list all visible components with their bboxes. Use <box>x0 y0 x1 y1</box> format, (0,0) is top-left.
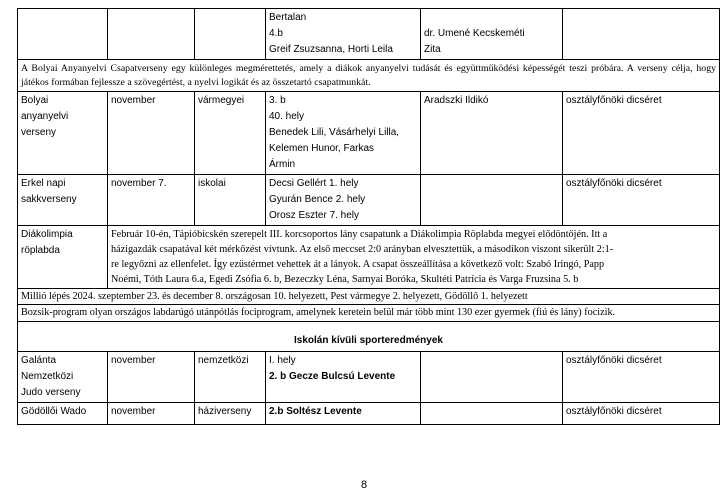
table-row <box>18 289 720 305</box>
competition-name: Bolyai <box>21 95 49 106</box>
result-cell: 2.b Soltész Levente <box>266 403 421 425</box>
competition-cell <box>18 175 108 226</box>
results-table <box>17 8 720 425</box>
table-row <box>18 9 720 60</box>
section-title: Iskolán kívüli sporteredmények <box>18 322 720 352</box>
competition-name: anyanyelvi <box>21 111 69 122</box>
competition-cell: Gödöllői Wado <box>18 403 108 425</box>
table-row <box>18 92 720 175</box>
level-cell: iskolai <box>195 175 266 226</box>
result-line: I. hely <box>269 355 296 366</box>
competition-name: Judo verseny <box>21 387 81 398</box>
page-number: 8 <box>360 479 368 491</box>
competition-cell <box>18 92 108 175</box>
millio-lepes-text: Millió lépés 2024. szeptember 23. és december 8. országosan 10. helyezett, Pest vármegye 2. helyezett, Gödöllő 1. helyezett <box>18 289 720 305</box>
result-line: 3. b <box>269 95 286 106</box>
competition-name: röplabda <box>21 245 60 256</box>
table-row <box>18 226 720 289</box>
table-row <box>18 60 720 92</box>
table-row <box>18 305 720 322</box>
table-row <box>18 403 720 425</box>
teacher-cell <box>421 175 563 226</box>
result-cell <box>266 175 421 226</box>
date-cell: november 7. <box>108 175 195 226</box>
cell-empty <box>18 9 108 60</box>
result-line: 2. b Gecze Bulcsú Levente <box>269 371 396 382</box>
result-line: Bertalan <box>269 12 307 23</box>
date-cell: november <box>108 92 195 175</box>
award-cell: osztályfőnöki dicséret <box>563 175 720 226</box>
cell-empty <box>563 9 720 60</box>
competition-name: Galánta <box>21 355 57 366</box>
competition-name: Nemzetközi <box>21 371 74 382</box>
result-line: 4.b <box>269 28 283 39</box>
bozsik-text: Bozsik-program olyan országos labdarúgó utánpótlás fociprogram, amelynek keretein belül már több mint 130 ezer gyermek (fiú és lány) focizik. <box>18 305 720 322</box>
result-cell <box>266 9 421 60</box>
teacher-cell <box>421 403 563 425</box>
teacher-line: dr. Umené Kecskeméti <box>424 28 525 39</box>
result-line: Benedek Lili, Vásárhelyi Lilla, <box>269 127 400 138</box>
text-line: házigazdák csapatával két mérkőzést vívtunk. Az első meccset 2:0 arányban elvesztettük, a másodikon viszont sikerült 2:1- <box>111 244 614 255</box>
result-line: Kelemen Hunor, Farkas <box>269 143 375 154</box>
result-line: 40. hely <box>269 111 305 122</box>
competition-name: sakkverseny <box>21 194 77 205</box>
date-cell: november <box>108 403 195 425</box>
result-line: Orosz Eszter 7. hely <box>269 210 360 221</box>
result-line: Decsi Gellért 1. hely <box>269 178 359 189</box>
competition-cell <box>18 226 108 289</box>
result-cell <box>266 92 421 175</box>
teacher-line: Zita <box>424 44 441 55</box>
award-cell: osztályfőnöki dicséret <box>563 92 720 175</box>
table-row <box>18 175 720 226</box>
award-cell: osztályfőnöki dicséret <box>563 352 720 403</box>
text-line: Február 10-én, Tápióbicskén szerepelt III. korcsoportos lány csapatunk a Diákolimpia Röplabda megyei elődöntőjén. Itt a <box>111 229 608 240</box>
level-cell: háziverseny <box>195 403 266 425</box>
table-row <box>18 352 720 403</box>
text-line: Noémi, Tóth Laura 6.a, Egedi Zsófia 6. b, Bezeczky Léna, Sarnyai Boróka, Skultéti Patrícia és Varga Fruzsina 5. b <box>111 274 579 285</box>
cell-empty <box>195 9 266 60</box>
teacher-cell <box>421 9 563 60</box>
diakolimpia-text <box>108 226 720 289</box>
level-cell: nemzetközi <box>195 352 266 403</box>
teacher-cell <box>421 352 563 403</box>
result-line: Greif Zsuzsanna, Horti Leila <box>269 44 393 55</box>
level-cell: vármegyei <box>195 92 266 175</box>
result-line: Gyurán Bence 2. hely <box>269 194 366 205</box>
teacher-cell: Aradszki Ildikó <box>421 92 563 175</box>
competition-name: Erkel napi <box>21 178 66 189</box>
text-line: re legyőzni az ellenfelet. Így ezüstérmet vehettek át a lányok. A csapat összeállítása a következő volt: Szabó Iringó, Papp <box>111 259 605 270</box>
date-cell: november <box>108 352 195 403</box>
table-row <box>18 322 720 352</box>
award-cell: osztályfőnöki dicséret <box>563 403 720 425</box>
competition-cell <box>18 352 108 403</box>
competition-name: Diákolimpia <box>21 229 73 240</box>
cell-empty <box>108 9 195 60</box>
bolyai-note: A Bolyai Anyanyelvi Csapatverseny egy különleges megmérettetés, amely a diákok anyanyelvi tudását és együttműködési képességét teszi próbára. A verseny célja, hogy játékos formában fejlessze a szövegértést, a nyelvi logikát és az összetartó csapatmunkát. <box>18 60 720 92</box>
result-cell <box>266 352 421 403</box>
result-line: Ármin <box>269 159 296 170</box>
competition-name: verseny <box>21 127 57 138</box>
